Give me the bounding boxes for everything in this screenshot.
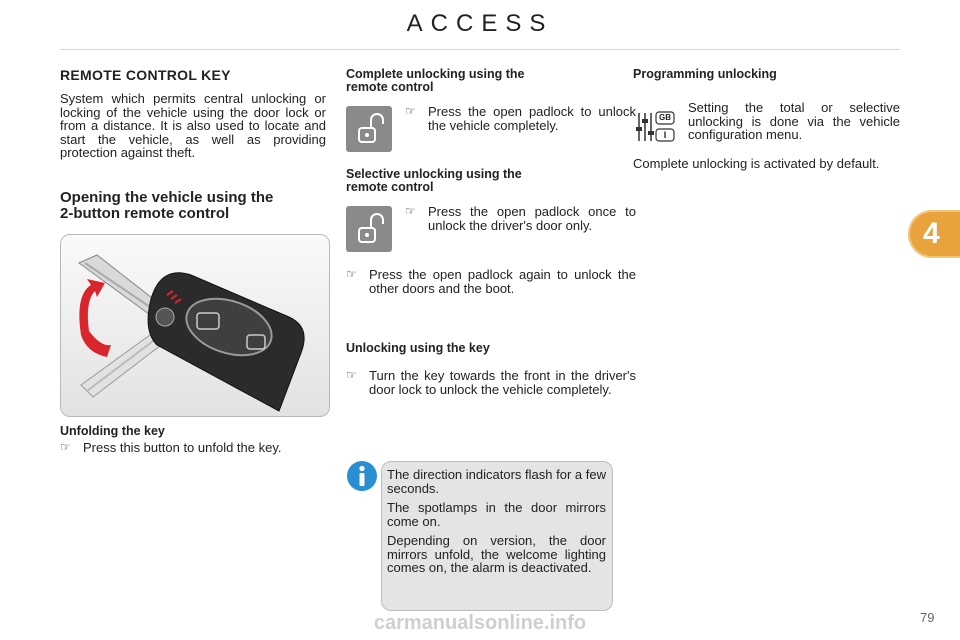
key-fob-icon <box>61 235 329 416</box>
section-heading: REMOTE CONTROL KEY <box>60 67 231 83</box>
default-text: Complete unlocking is activated by default. <box>633 156 880 171</box>
complete-unlock-heading: Complete unlocking using the remote control <box>346 67 525 94</box>
selective-unlock-heading: Selective unlocking using the remote control <box>346 167 522 194</box>
settings-sliders-icon <box>634 109 678 145</box>
open-padlock-icon <box>346 206 392 252</box>
info-text-2: The spotlamps in the door mirrors come on. <box>387 500 606 529</box>
programming-text: Setting the total or selective unlocking is done via the vehicle configuration menu. <box>688 100 900 142</box>
programming-heading: Programming unlocking <box>633 67 777 81</box>
info-box <box>381 461 613 611</box>
key-unlock-instruction: ☞ Turn the key towards the front in the driver's door lock to unlock the vehicle completely. <box>346 368 636 397</box>
info-icon <box>346 460 378 492</box>
pointing-hand-icon: ☞ <box>346 267 357 281</box>
watermark: carmanualsonline.info <box>373 612 587 634</box>
selective-unlock-instruction-2: ☞ Press the open padlock again to unlock the other doors and the boot. <box>346 267 636 296</box>
page-title: ACCESS <box>406 10 554 37</box>
unfold-instruction: ☞ Press this button to unfold the key. <box>60 440 282 455</box>
header-divider <box>60 49 900 50</box>
pointing-hand-icon: ☞ <box>346 368 357 382</box>
unfold-heading: Unfolding the key <box>60 424 165 438</box>
complete-unlock-instruction: ☞ Press the open padlock to unlock the vehicle completely. <box>405 104 636 133</box>
intro-text: System which permits central unlocking or locking of the vehicle using the door lock or from a distance. It is also used to locate and start the vehicle, as well as providing protection against theft. <box>60 91 326 160</box>
opening-heading: Opening the vehicle using the 2-button remote control <box>60 189 274 222</box>
pointing-hand-icon: ☞ <box>60 440 71 454</box>
chapter-tab[interactable]: 4 <box>908 210 960 258</box>
key-unlock-heading: Unlocking using the key <box>346 341 490 355</box>
selective-unlock-instruction: ☞ Press the open padlock once to unlock the driver's door only. <box>405 204 636 233</box>
pointing-hand-icon: ☞ <box>405 204 416 218</box>
info-text-3: Depending on version, the door mirrors unfold, the welcome lighting comes on, the alarm is deactivated. <box>387 533 606 575</box>
i-label: I <box>663 130 667 140</box>
info-text-1: The direction indicators flash for a few seconds. <box>387 467 606 496</box>
open-padlock-icon <box>346 106 392 152</box>
pointing-hand-icon: ☞ <box>405 104 416 118</box>
page-number: 79 <box>920 610 935 625</box>
gb-label: GB <box>659 113 671 122</box>
remote-key-illustration <box>60 234 330 417</box>
